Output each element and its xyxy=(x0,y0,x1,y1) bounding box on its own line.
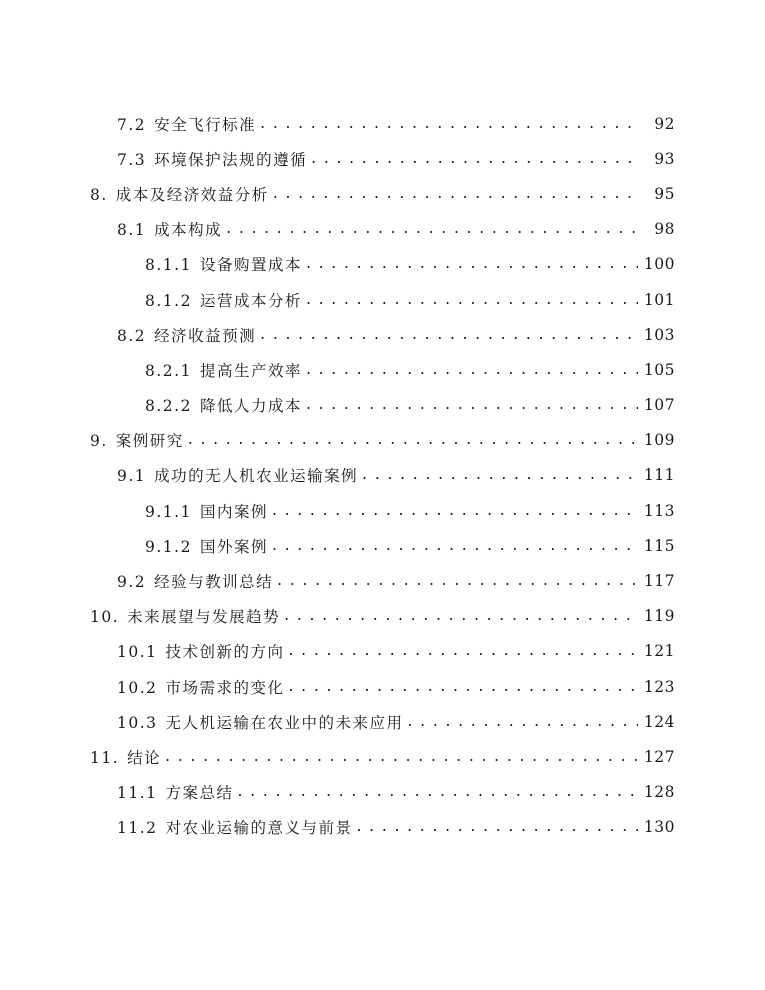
toc-entry-number: 9.1 xyxy=(117,467,147,486)
toc-entry-heading xyxy=(145,359,302,381)
toc-entry-number: 8.1 xyxy=(117,221,147,240)
toc-entry[interactable] xyxy=(0,599,765,634)
toc-entry-page-number: 111 xyxy=(643,466,675,485)
toc-entry-title: 安全飞行标准 xyxy=(154,115,257,134)
toc-entry-number: 11.2 xyxy=(117,819,158,838)
toc-entry-heading xyxy=(145,500,268,522)
toc-dot-leader xyxy=(362,465,638,483)
toc-dot-leader xyxy=(357,817,638,835)
toc-entry-heading xyxy=(117,113,256,135)
toc-entry-number: 10.2 xyxy=(117,678,158,697)
toc-entry-title: 国外案例 xyxy=(199,537,268,556)
toc-entry-title: 成功的无人机农业运输案例 xyxy=(154,467,359,486)
toc-entry-heading xyxy=(117,711,404,733)
toc-entry[interactable] xyxy=(0,141,765,176)
toc-dot-leader xyxy=(272,536,638,554)
toc-entry-heading xyxy=(117,218,222,240)
toc-dot-leader xyxy=(284,606,638,624)
toc-entry-number: 10.1 xyxy=(117,643,158,662)
toc-entry-title: 对农业运输的意义与前景 xyxy=(165,819,353,838)
toc-entry-heading xyxy=(90,429,184,451)
toc-entry-number: 10.3 xyxy=(117,713,158,732)
toc-entry-page-number: 117 xyxy=(643,572,675,591)
toc-entry-number: 11.1 xyxy=(117,784,158,803)
toc-entry-number: 9.2 xyxy=(117,573,147,592)
toc-entry-page-number: 105 xyxy=(643,360,675,379)
toc-dot-leader xyxy=(260,114,641,132)
toc-entry-heading xyxy=(145,394,302,416)
toc-dot-leader xyxy=(277,571,638,589)
toc-entry[interactable] xyxy=(0,388,765,423)
toc-entry-title: 经济收益预测 xyxy=(154,326,257,345)
toc-dot-leader xyxy=(311,149,641,167)
toc-entry[interactable] xyxy=(0,493,765,528)
toc-entry-title: 成本构成 xyxy=(154,221,223,240)
toc-entry[interactable] xyxy=(0,352,765,387)
toc-dot-leader xyxy=(273,184,641,202)
toc-entry-title: 运营成本分析 xyxy=(199,291,302,310)
toc-entry-page-number: 123 xyxy=(643,677,675,696)
toc-entry[interactable] xyxy=(0,282,765,317)
toc-entry[interactable] xyxy=(0,247,765,282)
toc-dot-leader xyxy=(408,712,638,730)
toc-entry-page-number: 93 xyxy=(654,149,675,168)
toc-entry-title: 未来展望与发展趋势 xyxy=(127,608,281,627)
toc-entry[interactable] xyxy=(0,176,765,211)
toc-entry-number: 9.1.1 xyxy=(145,502,192,521)
toc-dot-leader xyxy=(238,782,638,800)
toc-entry[interactable] xyxy=(0,317,765,352)
toc-entry-title: 无人机运输在农业中的未来应用 xyxy=(165,713,404,732)
toc-dot-leader xyxy=(306,290,638,308)
toc-entry[interactable] xyxy=(0,458,765,493)
toc-entry[interactable] xyxy=(0,634,765,669)
toc-entry[interactable] xyxy=(0,775,765,810)
toc-entry-number: 8.1.2 xyxy=(145,291,192,310)
toc-entry-page-number: 107 xyxy=(643,396,675,415)
toc-entry-page-number: 113 xyxy=(643,501,675,520)
toc-entry-heading xyxy=(145,289,302,311)
toc-entry[interactable] xyxy=(0,669,765,704)
toc-entry-title: 技术创新的方向 xyxy=(165,643,285,662)
toc-entry-heading xyxy=(117,640,285,662)
toc-entry-number: 7.2 xyxy=(117,115,147,134)
toc-entry-heading xyxy=(117,676,285,698)
toc-entry-title: 市场需求的变化 xyxy=(165,678,285,697)
toc-entry-title: 降低人力成本 xyxy=(199,397,302,416)
toc-entry-number: 8.1.1 xyxy=(145,256,192,275)
toc-entry-page-number: 121 xyxy=(643,642,675,661)
toc-entry-page-number: 124 xyxy=(643,712,675,731)
toc-entry-heading xyxy=(117,816,353,838)
toc-dot-leader xyxy=(165,747,638,765)
toc-dot-leader xyxy=(188,430,638,448)
toc-entry[interactable] xyxy=(0,563,765,598)
toc-entry-page-number: 127 xyxy=(643,747,675,766)
toc-dot-leader xyxy=(260,325,638,343)
toc-entry-page-number: 95 xyxy=(654,184,675,203)
toc-entry-page-number: 98 xyxy=(654,220,675,239)
toc-entry-title: 结论 xyxy=(127,748,162,767)
toc-entry[interactable] xyxy=(0,704,765,739)
toc-entry-page-number: 128 xyxy=(643,783,675,802)
toc-entry[interactable] xyxy=(0,423,765,458)
toc-entry-title: 设备购置成本 xyxy=(199,256,302,275)
toc-dot-leader xyxy=(289,677,638,695)
toc-entry-page-number: 130 xyxy=(643,818,675,837)
toc-entry-heading xyxy=(145,253,302,275)
toc-entry-heading xyxy=(90,746,161,768)
toc-entry-page-number: 115 xyxy=(643,536,675,555)
toc-entry-number: 8.2 xyxy=(117,326,147,345)
toc-entry-title: 案例研究 xyxy=(115,432,184,451)
toc-entry-heading xyxy=(117,324,256,346)
toc-entry[interactable] xyxy=(0,212,765,247)
toc-dot-leader xyxy=(306,395,638,413)
toc-entry-heading xyxy=(117,781,234,803)
toc-entry-title: 方案总结 xyxy=(165,784,234,803)
toc-entry-page-number: 109 xyxy=(643,431,675,450)
toc-entry-number: 10. xyxy=(90,608,120,627)
table-of-contents xyxy=(0,106,765,845)
toc-dot-leader xyxy=(306,254,638,272)
toc-entry-number: 8.2.1 xyxy=(145,361,192,380)
toc-entry-heading xyxy=(117,148,307,170)
toc-entry-number: 9. xyxy=(90,432,108,451)
toc-entry[interactable] xyxy=(0,739,765,774)
toc-entry-page-number: 103 xyxy=(643,325,675,344)
toc-entry-heading xyxy=(117,570,273,592)
toc-entry-number: 9.1.2 xyxy=(145,537,192,556)
toc-entry[interactable] xyxy=(0,106,765,141)
toc-entry-title: 成本及经济效益分析 xyxy=(115,185,269,204)
toc-entry-page-number: 101 xyxy=(643,290,675,309)
toc-entry-number: 7.3 xyxy=(117,150,147,169)
toc-dot-leader xyxy=(289,641,638,659)
toc-entry-heading xyxy=(90,605,280,627)
toc-entry-page-number: 92 xyxy=(654,114,675,133)
toc-dot-leader xyxy=(226,219,641,237)
toc-entry[interactable] xyxy=(0,528,765,563)
toc-entry-title: 环境保护法规的遵循 xyxy=(154,150,308,169)
toc-entry-title: 经验与教训总结 xyxy=(154,573,274,592)
toc-entry[interactable] xyxy=(0,810,765,845)
toc-entry-heading xyxy=(90,183,269,205)
toc-dot-leader xyxy=(272,501,638,519)
toc-entry-title: 提高生产效率 xyxy=(199,361,302,380)
toc-entry-number: 8.2.2 xyxy=(145,397,192,416)
toc-entry-page-number: 100 xyxy=(643,255,675,274)
toc-entry-number: 11. xyxy=(90,748,120,767)
toc-entry-page-number: 119 xyxy=(643,607,675,626)
toc-entry-heading xyxy=(117,464,358,486)
toc-entry-heading xyxy=(145,535,268,557)
toc-entry-title: 国内案例 xyxy=(199,502,268,521)
toc-dot-leader xyxy=(306,360,638,378)
toc-entry-number: 8. xyxy=(90,185,108,204)
